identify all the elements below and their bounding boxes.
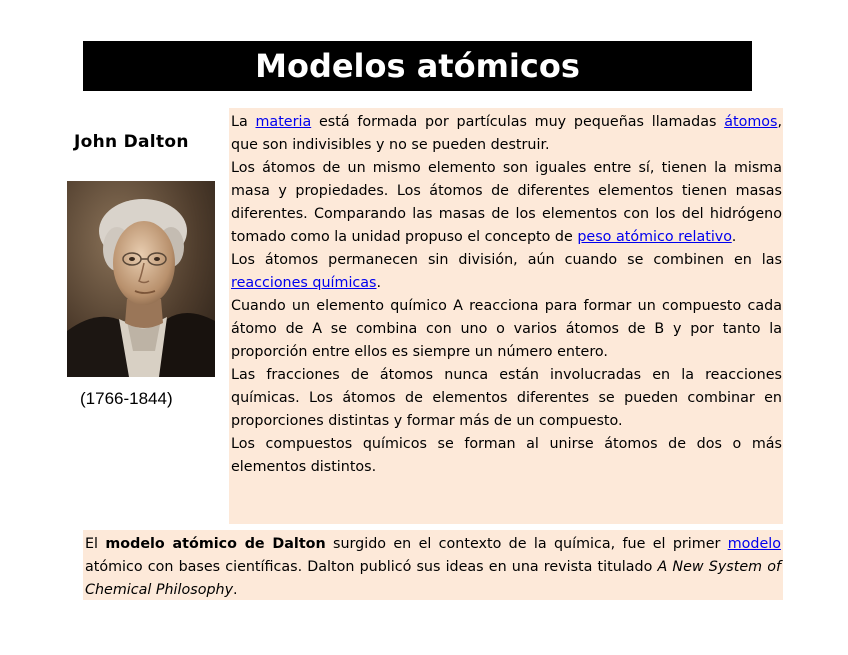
p6-text-1: Los compuestos químicos se forman al unirse átomos de dos o más elementos distintos. [231, 436, 782, 475]
summary-bold-model: modelo atómico de Dalton [105, 536, 326, 552]
paragraph-1 [231, 111, 782, 157]
summary-text-2: surgido en el contexto de la química, fue el primer [325, 536, 728, 552]
link-peso-atomico[interactable]: peso atómico relativo [577, 229, 732, 245]
summary-book-title: A New System of Chemical Philosophy [85, 559, 781, 598]
paragraph-5 [231, 364, 782, 433]
p1-text-1: La [231, 114, 256, 130]
main-text [231, 111, 782, 479]
p1-text-3: , que son indivisibles y no se pueden destruir. [231, 114, 782, 153]
p3-text-2: . [376, 275, 382, 291]
link-atomos[interactable]: átomos [724, 114, 778, 130]
link-materia[interactable]: materia [255, 114, 312, 130]
p3-text-1: Los átomos permanecen sin división, aún cuando se combinen en las [231, 252, 782, 268]
paragraph-4 [231, 295, 782, 364]
author-name: John Dalton [74, 132, 189, 152]
paragraph-2 [231, 157, 782, 249]
p5-text-1: Las fracciones de átomos nunca están involucradas en la reacciones químicas. Los átomos de elementos diferentes se pueden combinar en proporciones distintas y formar más de un compuesto. [231, 367, 782, 429]
paragraph-6 [231, 433, 782, 479]
p1-text-2: está formada por partículas muy pequeñas llamadas [311, 114, 725, 130]
p4-text-1: Cuando un elemento químico A reacciona para formar un compuesto cada átomo de A se combina con uno o varios átomos de B y por tanto la proporción entre ellos es siempre un número entero. [231, 298, 782, 360]
summary-text-1: El [85, 536, 106, 552]
author-years: (1766-1844) [80, 389, 173, 408]
summary-text [85, 533, 781, 602]
p2-text-1: Los átomos de un mismo elemento son iguales entre sí, tienen la misma masa y propiedades. Los átomos de diferentes elementos tienen masas diferentes. Comparando las masas de los elementos con los del hidrógeno tomado como la unidad propuso el concepto de [231, 160, 782, 245]
p2-text-2: . [731, 229, 737, 245]
slide-title: Modelos atómicos [83, 41, 752, 91]
summary-text-3: atómico con bases científicas. Dalton publicó sus ideas en una revista titulado [85, 559, 658, 575]
author-portrait [67, 181, 215, 377]
summary-text-4: . [233, 582, 238, 598]
link-reacciones-quimicas[interactable]: reacciones químicas [231, 275, 377, 291]
link-modelo[interactable]: modelo [727, 536, 781, 552]
paragraph-3 [231, 249, 782, 295]
